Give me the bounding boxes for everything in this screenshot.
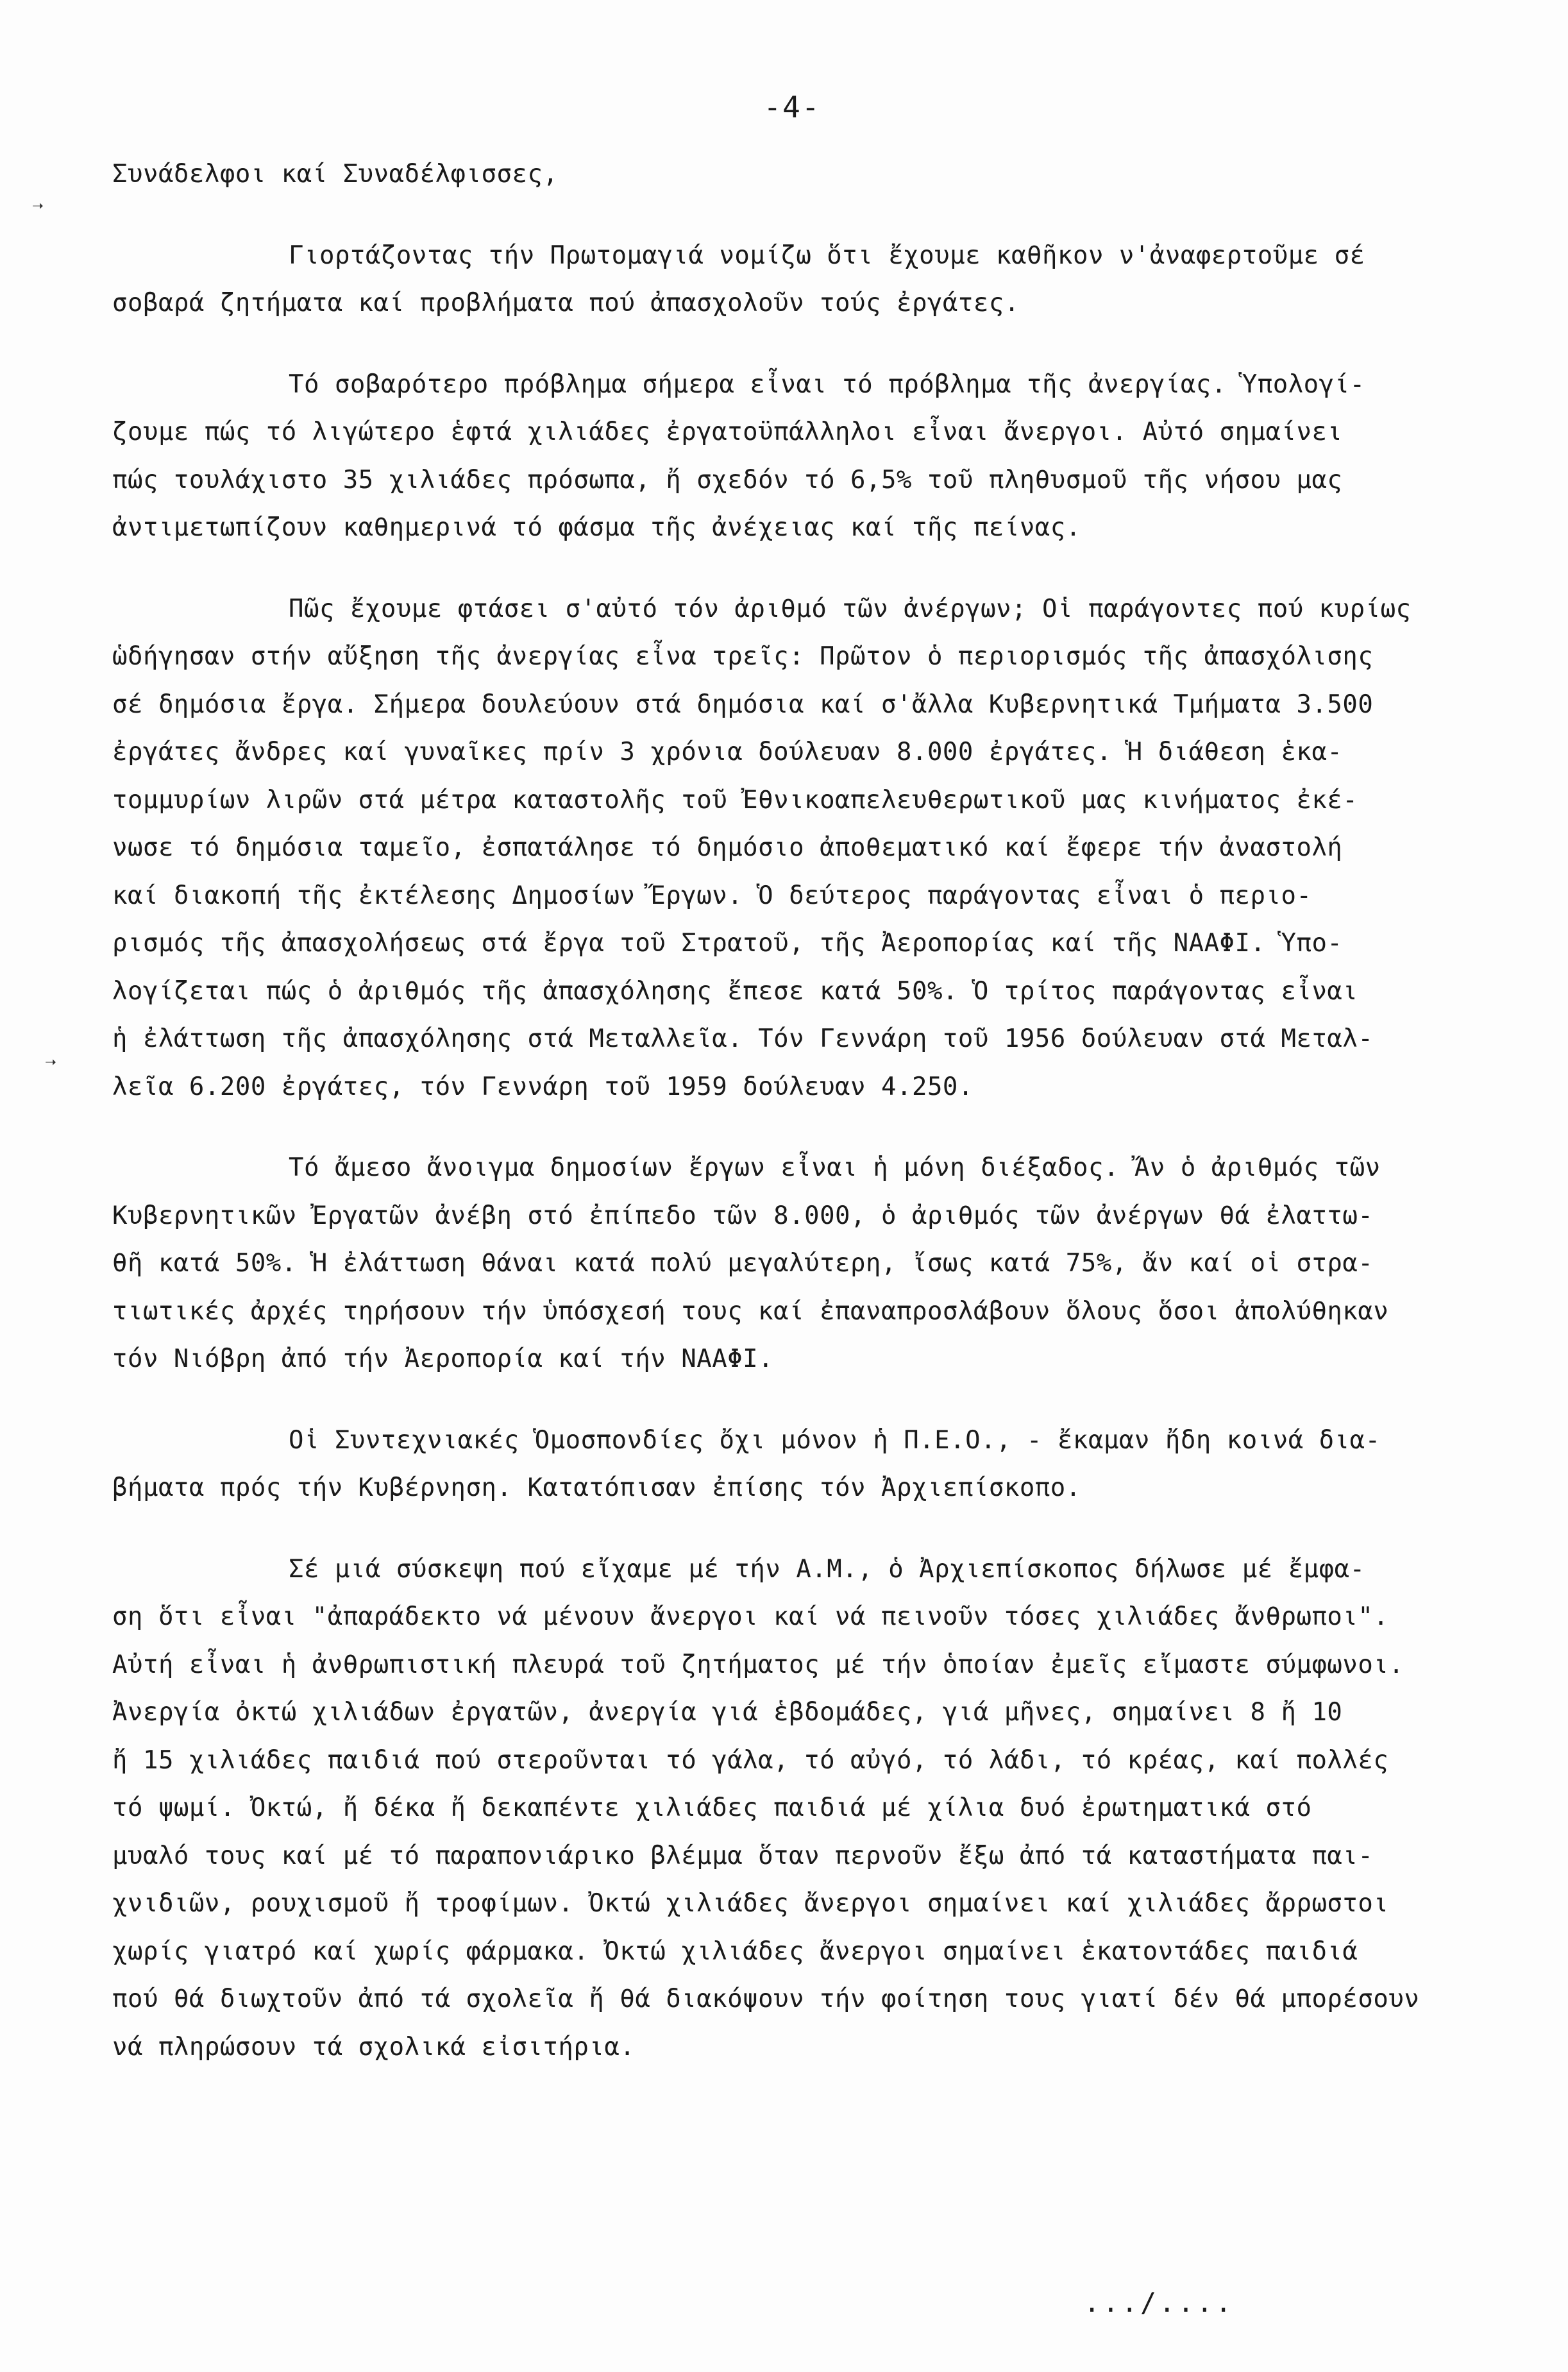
page-number: -4- (763, 90, 821, 124)
paragraph-line: Ἀνεργία ὀκτώ χιλιάδων ἐργατῶν, ἀνεργία γιά ἑβδομάδες, γιά μῆνες, σημαίνει 8 ἤ 10 (112, 1698, 1343, 1727)
salutation: Συνάδελφοι καί Συναδέλφισσες, (112, 160, 559, 189)
paragraph-line: Αὐτή εἶναι ἡ ἀνθρωπιστική πλευρά τοῦ ζητήματος μέ τήν ὁποίαν ἐμεῖς εἴμαστε σύμφωνοι. (112, 1650, 1404, 1679)
paragraph-line: ζουμε πώς τό λιγώτερο ἑφτά χιλιάδες ἐργατοϋπάλληλοι εἶναι ἄνεργοι. Αὐτό σημαίνει (112, 418, 1343, 446)
margin-arrow-mark: ➝ (32, 196, 44, 218)
paragraph-2 (112, 361, 1494, 552)
paragraph-line: πώς τουλάχιστο 35 χιλιάδες πρόσωπα, ἤ σχεδόν τό 6,5% τοῦ πληθυσμοῦ τῆς νήσου μας (112, 465, 1343, 495)
paragraph-3 (112, 586, 1494, 1112)
paragraph-line: ἐργάτες ἄνδρες καί γυναῖκες πρίν 3 χρόνια δούλευαν 8.000 ἐργάτες. Ἡ διάθεση ἑκα- (112, 738, 1343, 767)
paragraph-line: βήματα πρός τήν Κυβέρνηση. Κατατόπισαν ἐπίσης τόν Ἀρχιεπίσκοπο. (112, 1473, 1081, 1502)
paragraph-line: σοβαρά ζητήματα καί προβλήματα πού ἀπασχολοῦν τούς ἐργάτες. (112, 289, 1020, 318)
paragraph-4 (112, 1144, 1494, 1384)
paragraph-line: καί διακοπή τῆς ἐκτέλεσης Δημοσίων Ἔργων. Ὁ δεύτερος παράγοντας εἶναι ὁ περιο- (112, 881, 1312, 910)
paragraph-line: σέ δημόσια ἔργα. Σήμερα δουλεύουν στά δημόσια καί σ'ἄλλα Κυβερνητικά Τμήματα 3.500 (112, 690, 1374, 719)
paragraph-line: Σέ μιά σύσκεψη πού εἴχαμε μέ τήν Α.Μ., ὁ Ἀρχιεπίσκοπος δήλωσε μέ ἔμφα- (289, 1554, 1365, 1584)
paragraph-line: χνιδιῶν, ρουχισμοῦ ἤ τροφίμων. Ὀκτώ χιλιάδες ἄνεργοι σημαίνει καί χιλιάδες ἄρρωστοι (112, 1889, 1389, 1918)
paragraph-line: Οἱ Συντεχνιακές Ὁμοσπονδίες ὄχι μόνον ἡ Π.Ε.Ο., - ἔκαμαν ἤδη κοινά δια- (289, 1425, 1381, 1455)
paragraph-6 (112, 1546, 1494, 2072)
paragraph-line: Τό σοβαρότερο πρόβλημα σήμερα εἶναι τό πρόβλημα τῆς ἀνεργίας. Ὑπολογί- (289, 369, 1365, 399)
paragraph-line: νωσε τό δημόσια ταμεῖο, ἐσπατάλησε τό δημόσιο ἀποθεματικό καί ἔφερε τήν ἀναστολή (112, 833, 1343, 862)
paragraph-line: λεῖα 6.200 ἐργάτες, τόν Γεννάρη τοῦ 1959 δούλευαν 4.250. (112, 1072, 974, 1101)
paragraph-line: ἡ ἐλάττωση τῆς ἀπασχόλησης στά Μεταλλεῖα. Τόν Γεννάρη τοῦ 1956 δούλευαν στά Μεταλ- (112, 1024, 1374, 1053)
paragraph-line: Τό ἄμεσο ἄνοιγμα δημοσίων ἔργων εἶναι ἡ μόνη διέξαδος. Ἄν ὁ ἀριθμός τῶν (289, 1153, 1381, 1182)
letter-body (112, 151, 1494, 2105)
paragraph-line: μυαλό τους καί μέ τό παραπονιάρικο βλέμμα ὅταν περνοῦν ἔξω ἀπό τά καταστήματα παι- (112, 1841, 1374, 1870)
paragraph-line: Πῶς ἔχουμε φτάσει σ'αὐτό τόν ἀριθμό τῶν ἀνέργων; Οἱ παράγοντες πού κυρίως (289, 594, 1412, 623)
paragraph-line: ση ὅτι εἶναι "ἀπαράδεκτο νά μένουν ἄνεργοι καί νά πεινοῦν τόσες χιλιάδες ἄνθρωποι". (112, 1602, 1389, 1631)
paragraph-line: ὡδήγησαν στήν αὔξηση τῆς ἀνεργίας εἶνα τρεῖς: Πρῶτον ὁ περιορισμός τῆς ἀπασχόλισης (112, 642, 1374, 671)
paragraph-line: νά πληρώσουν τά σχολικά εἰσιτήρια. (112, 2032, 636, 2062)
paragraph-line: τόν Νιόβρη ἀπό τήν Ἀεροπορία καί τήν ΝΑΑΦΙ. (112, 1344, 774, 1373)
paragraph-line: λογίζεται πώς ὁ ἀριθμός τῆς ἀπασχόλησης ἔπεσε κατά 50%. Ὁ τρίτος παράγοντας εἶναι (112, 976, 1358, 1006)
paragraph-line: τό ψωμί. Ὀκτώ, ἤ δέκα ἤ δεκαπέντε χιλιάδες παιδιά μέ χίλια δυό ἐρωτηματικά στό (112, 1793, 1312, 1822)
paragraph-line: θῆ κατά 50%. Ἡ ἐλάττωση θάναι κατά πολύ μεγαλύτερη, ἴσως κατά 75%, ἄν καί οἱ στρα- (112, 1249, 1374, 1278)
paragraph-line: πού θά διωχτοῦν ἀπό τά σχολεῖα ἤ θά διακόψουν τήν φοίτηση τους γιατί δέν θά μπορέσουν (112, 1985, 1420, 2013)
paragraph-line: τομμυρίων λιρῶν στά μέτρα καταστολῆς τοῦ Ἐθνικοαπελευθερωτικοῦ μας κινήματος ἐκέ- (112, 785, 1358, 815)
margin-arrow-mark: ➝ (45, 1052, 57, 1074)
paragraph-line: ἤ 15 χιλιάδες παιδιά πού στεροῦνται τό γάλα, τό αὐγό, τό λάδι, τό κρέας, καί πολλές (112, 1745, 1389, 1775)
paragraph-5 (112, 1417, 1494, 1512)
paragraph-1 (112, 232, 1494, 328)
paragraph-line: χωρίς γιατρό καί χωρίς φάρμακα. Ὀκτώ χιλιάδες ἄνεργοι σημαίνει ἑκατοντάδες παιδιά (112, 1936, 1358, 1966)
paragraph-line: ρισμός τῆς ἀπασχολήσεως στά ἔργα τοῦ Στρατοῦ, τῆς Ἀεροπορίας καί τῆς ΝΑΑΦΙ. Ὑπο- (112, 929, 1343, 958)
continuation-mark: .../.... (1084, 2287, 1235, 2318)
paragraph-line: Κυβερνητικῶν Ἐργατῶν ἀνέβη στό ἐπίπεδο τῶν 8.000, ὁ ἀριθμός τῶν ἀνέργων θά ἐλαττω- (112, 1201, 1374, 1230)
paragraph-line: Γιορτάζοντας τήν Πρωτομαγιά νομίζω ὅτι ἔχουμε καθῆκον ν'ἀναφερτοῦμε σέ (289, 241, 1365, 270)
paragraph-line: ἀντιμετωπίζουν καθημερινά τό φάσμα τῆς ἀνέχειας καί τῆς πείνας. (112, 513, 1081, 542)
paragraph-line: τιωτικές ἀρχές τηρήσουν τήν ὑπόσχεσή τους καί ἐπαναπροσλάβουν ὅλους ὅσοι ἀπολύθηκαν (112, 1296, 1389, 1326)
